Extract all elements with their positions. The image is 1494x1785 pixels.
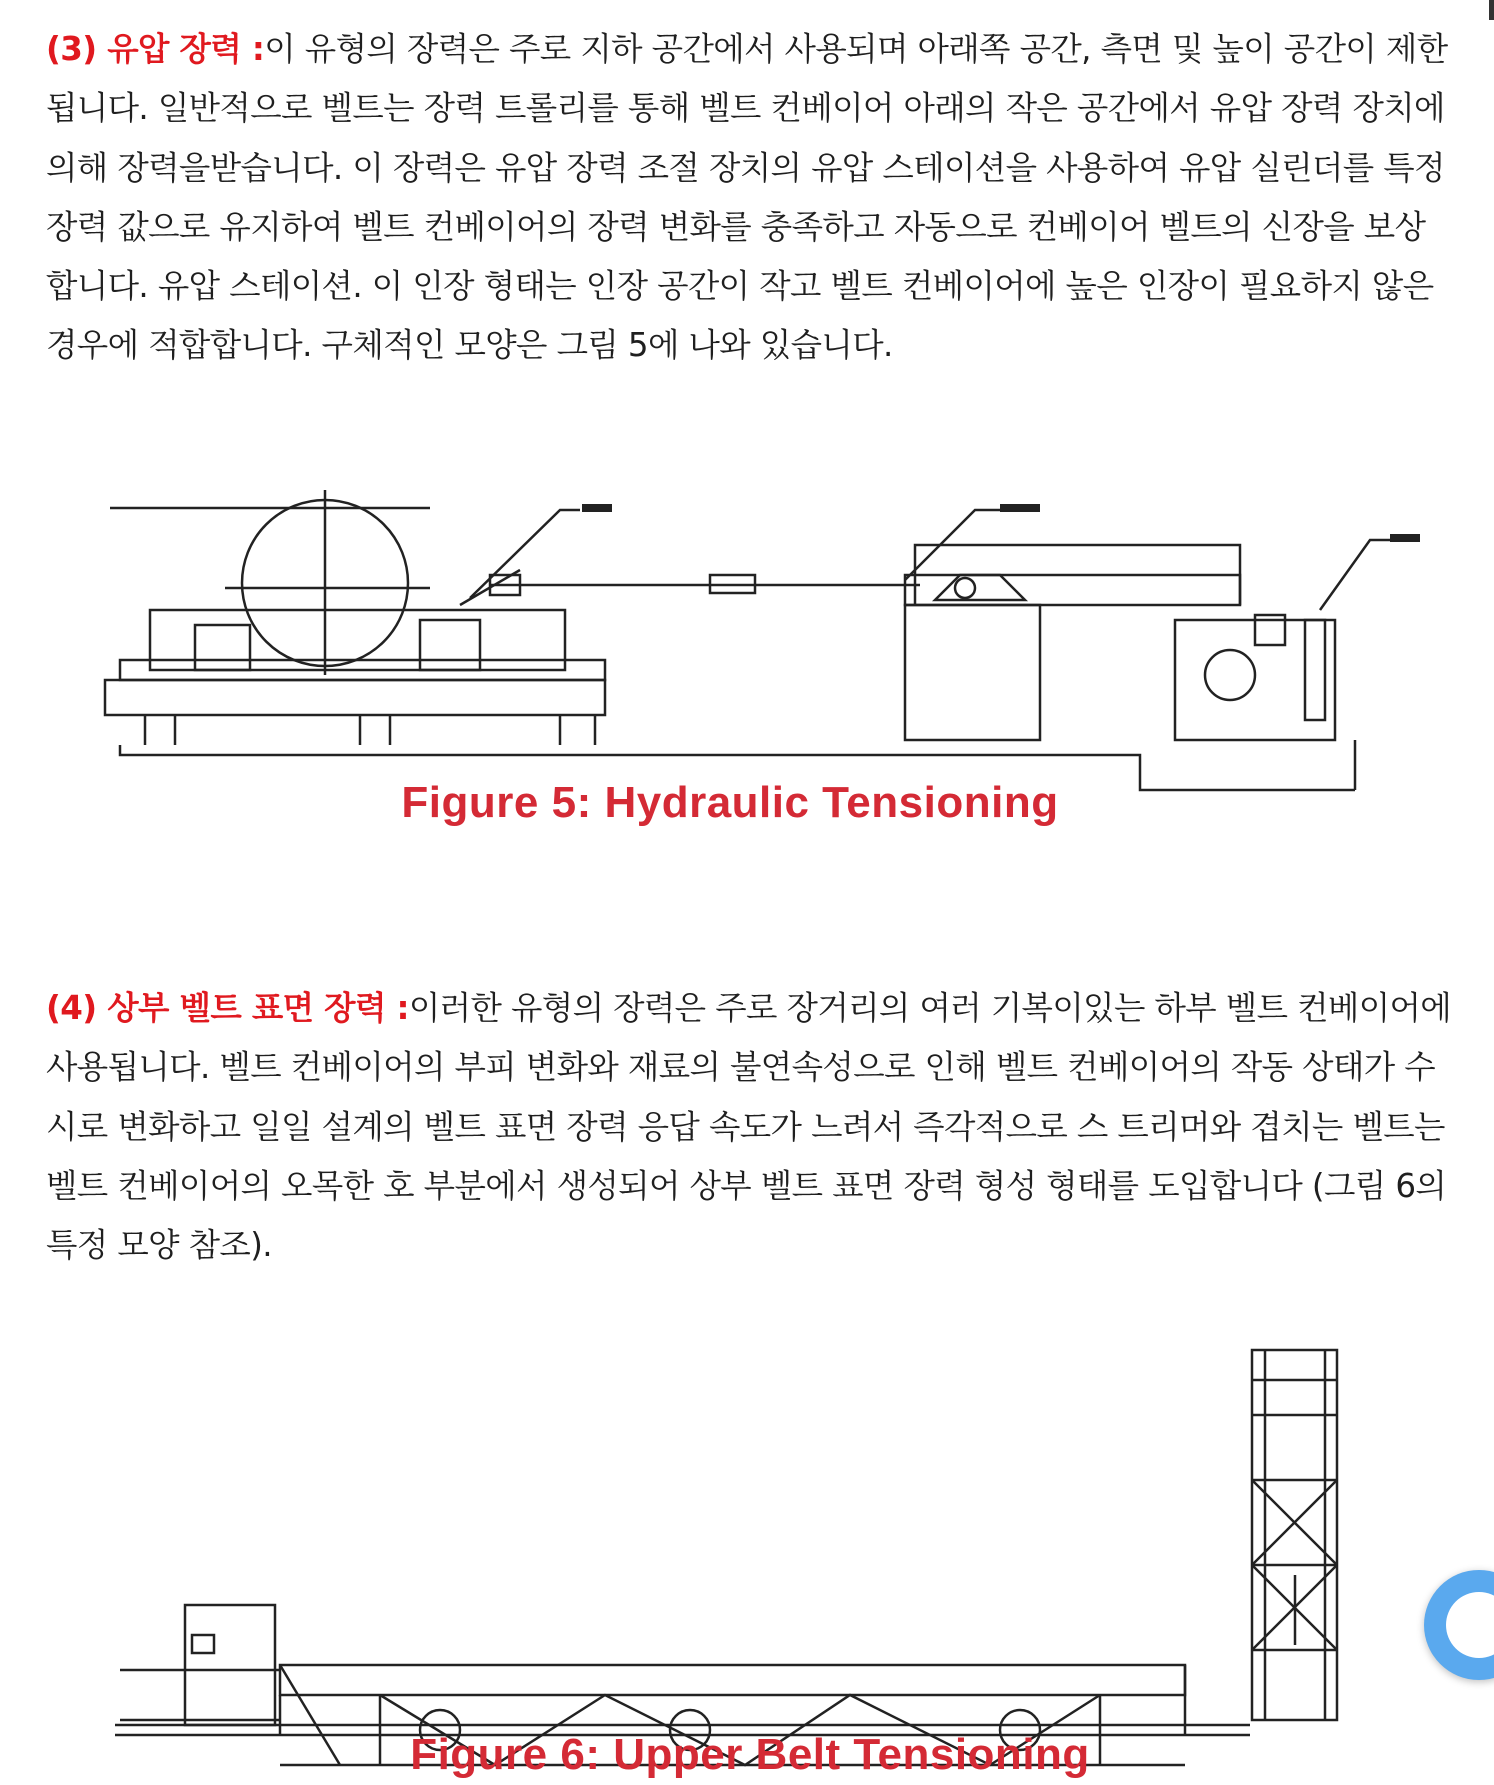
text-line: 됩니다. 일반적으로 벨트는 장력 트롤리를 통해 벨트 컨베이어 아래의 작은 공간에서 유압 장력 장치에 (46, 89, 1445, 128)
figure-6-caption: Figure 6: Upper Belt Tensioning (410, 1730, 1090, 1779)
section-heading: (4) 상부 벨트 표면 장력 : (46, 989, 409, 1027)
text-line: 의해 장력을받습니다. 이 장력은 유압 장력 조절 장치의 유압 스테이션을 사용하여 유압 실린더를 특정 (46, 148, 1445, 187)
text-line: (4) 상부 벨트 표면 장력 :이러한 유형의 장력은 주로 장거리의 여러 기복이있는 하부 벨트 컨베이어에 (46, 989, 1452, 1027)
text-line: (3) 유압 장력 :이 유형의 장력은 주로 지하 공간에서 사용되며 아래쪽 공간, 측면 및 높이 공간이 제한 (46, 30, 1448, 68)
scrollbar[interactable] (1489, 0, 1494, 20)
text-line: 경우에 적합합니다. 구체적인 모양은 그림 5에 나와 있습니다. (46, 326, 893, 365)
text-line: 시로 변화하고 일일 설계의 벨트 표면 장력 응답 속도가 느려서 즉각적으로 스 트리머와 겹치는 벨트는 (46, 1107, 1445, 1146)
paragraph-upper-belt-tensioning (46, 979, 1450, 1275)
figure-5-caption: Figure 5: Hydraulic Tensioning (401, 778, 1059, 827)
text-line: 사용됩니다. 벨트 컨베이어의 부피 변화와 재료의 불연속성으로 인해 벨트 컨베이어의 작동 상태가 수 (46, 1048, 1436, 1087)
text-line: 벨트 컨베이어의 오목한 호 부분에서 생성되어 상부 벨트 표면 장력 형성 형태를 도입합니다 (그림 6의 (46, 1166, 1447, 1205)
figure-6-drawing (0, 1335, 1494, 1785)
text-line: 합니다. 유압 스테이션. 이 인장 형태는 인장 공간이 작고 벨트 컨베이어에 높은 인장이 필요하지 않은 (46, 267, 1434, 306)
text-line: 장력 값으로 유지하여 벨트 컨베이어의 장력 변화를 충족하고 자동으로 컨베이어 벨트의 신장을 보상 (46, 207, 1426, 246)
section-heading: (3) 유압 장력 : (46, 30, 265, 68)
floating-action-icon (1446, 1592, 1494, 1658)
paragraph-hydraulic-tensioning (46, 20, 1450, 376)
text-line: 특정 모양 참조). (46, 1226, 273, 1265)
